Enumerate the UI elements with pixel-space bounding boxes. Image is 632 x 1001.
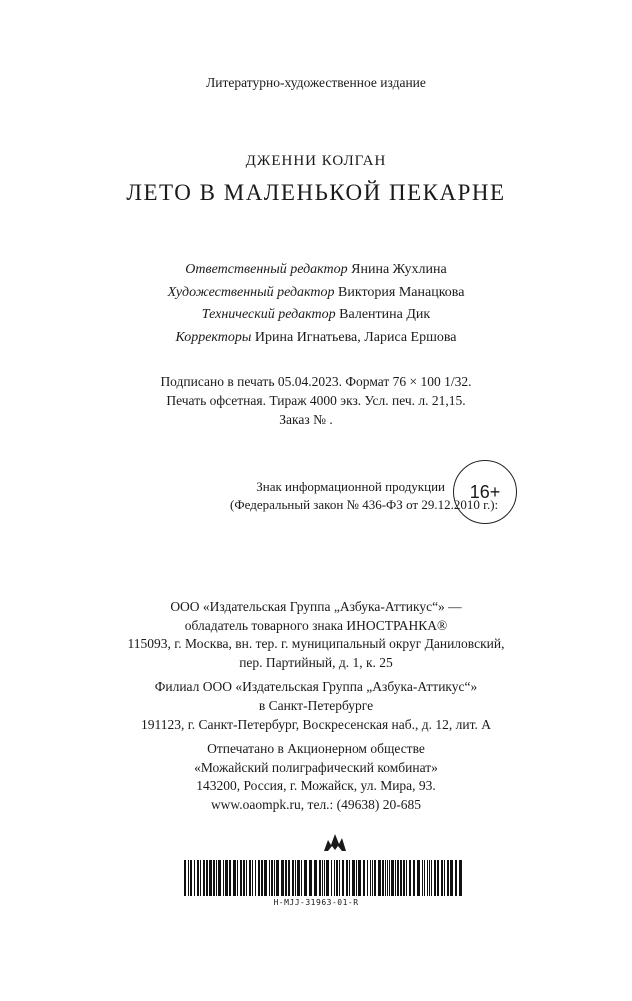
barcode-bar bbox=[258, 860, 260, 896]
barcode-bar bbox=[441, 860, 443, 896]
credit-line bbox=[0, 259, 632, 282]
barcode-bar bbox=[304, 860, 307, 896]
barcode-bar bbox=[197, 860, 199, 896]
barcode-bar bbox=[437, 860, 439, 896]
barcode-bar bbox=[209, 860, 212, 896]
barcode-bar bbox=[213, 860, 215, 896]
publisher-logo-icon bbox=[322, 831, 348, 853]
barcode-bar bbox=[271, 860, 273, 896]
barcode-bar bbox=[346, 860, 348, 896]
barcode-bar bbox=[237, 860, 238, 896]
barcode-bar bbox=[292, 860, 294, 896]
branch-line: в Санкт-Петербурге bbox=[258, 697, 374, 713]
credit-name: Ирина Игнатьева, Лариса Ершова bbox=[254, 329, 457, 345]
book-title: ЛЕТО В МАЛЕНЬКОЙ ПЕКАРНЕ bbox=[126, 180, 506, 205]
credit-line bbox=[0, 327, 632, 350]
barcode-bar bbox=[206, 860, 208, 896]
barcode-bar bbox=[417, 860, 420, 896]
barcode-bar bbox=[374, 860, 376, 896]
credit-role: Ответственный редактор bbox=[185, 262, 348, 277]
printer-line: «Можайский полиграфический комбинат» bbox=[194, 759, 438, 775]
print-info-line: Печать офсетная. Тираж 4000 экз. Усл. печ. л. 21,15. bbox=[166, 393, 466, 408]
barcode-bar bbox=[326, 860, 329, 896]
barcode-bar bbox=[342, 860, 344, 896]
barcode-bar bbox=[324, 860, 325, 896]
barcode-bar bbox=[352, 860, 355, 896]
credit-role: Корректоры bbox=[175, 329, 252, 345]
barcode-bar bbox=[233, 860, 236, 896]
info-mark-line: Знак информационной продукции bbox=[256, 479, 445, 494]
author-name: ДЖЕННИ КОЛГАН bbox=[245, 153, 387, 169]
barcode-bar bbox=[225, 860, 228, 896]
barcode-bar bbox=[459, 860, 462, 896]
barcode-bar bbox=[409, 860, 411, 896]
publisher-line: обладатель товарного знака ИНОСТРАНКА® bbox=[184, 617, 448, 633]
barcode-bar bbox=[218, 860, 221, 896]
barcode-bar bbox=[397, 860, 399, 896]
barcode-bar bbox=[285, 860, 287, 896]
barcode-bar bbox=[387, 860, 388, 896]
credit-line bbox=[0, 282, 632, 305]
barcode-bar bbox=[358, 860, 361, 896]
branch-line: Филиал ООО «Издательская Группа „Азбука-Аттикус“» bbox=[154, 679, 478, 695]
publisher-block bbox=[0, 598, 632, 815]
barcode-bar bbox=[276, 860, 279, 896]
barcode-bar bbox=[349, 860, 350, 896]
barcode-bar bbox=[200, 860, 201, 896]
barcode-bar bbox=[447, 860, 449, 896]
barcode-bar bbox=[243, 860, 245, 896]
barcode-bar bbox=[424, 860, 425, 896]
barcode-bar bbox=[455, 860, 457, 896]
branch-line: 191123, г. Санкт-Петербург, Воскресенская наб., д. 12, лит. А bbox=[141, 716, 491, 732]
barcode-bar bbox=[395, 860, 396, 896]
barcode-bar bbox=[391, 860, 394, 896]
age-rating-badge bbox=[453, 460, 517, 524]
barcode-bar bbox=[274, 860, 275, 896]
barcode-bar bbox=[403, 860, 405, 896]
barcode-bar bbox=[261, 860, 263, 896]
barcode-bar bbox=[427, 860, 428, 896]
order-number: Заказ № . bbox=[279, 412, 333, 427]
credit-name: Янина Жухлина bbox=[351, 262, 447, 277]
barcode-bar bbox=[370, 860, 371, 896]
print-info-line: Подписано в печать 05.04.2023. Формат 76 × 100 1/32. bbox=[160, 374, 472, 389]
credit-name: Виктория Манацкова bbox=[338, 284, 465, 300]
publisher-line: 115093, г. Москва, вн. тер. г. муниципальный округ Даниловский, bbox=[127, 636, 505, 652]
credit-role: Художественный редактор bbox=[167, 284, 335, 300]
barcode-bar bbox=[295, 860, 296, 896]
barcode-bar bbox=[378, 860, 381, 896]
printer-line: www.oaompk.ru, тел.: (49638) 20-685 bbox=[210, 796, 422, 812]
barcode-bar bbox=[264, 860, 267, 896]
credit-role: Технический редактор bbox=[201, 307, 336, 322]
barcode-bar bbox=[319, 860, 321, 896]
printer-line: Отпечатано в Акционерном обществе bbox=[207, 741, 425, 757]
barcode-bar bbox=[184, 860, 186, 896]
barcode-bar bbox=[194, 860, 195, 896]
barcode-bar bbox=[223, 860, 224, 896]
barcode bbox=[184, 860, 464, 896]
barcode-bar bbox=[301, 860, 302, 896]
barcode-bar bbox=[249, 860, 251, 896]
barcode-bar bbox=[322, 860, 323, 896]
barcode-bar bbox=[188, 860, 189, 896]
barcode-bar bbox=[367, 860, 368, 896]
barcode-bar bbox=[431, 860, 432, 896]
edition-type: Литературно-художественное издание bbox=[206, 75, 426, 90]
barcode-bar bbox=[339, 860, 340, 896]
barcode-bar bbox=[372, 860, 373, 896]
barcode-bar bbox=[246, 860, 247, 896]
printer-line: 143200, Россия, г. Можайск, ул. Мира, 93. bbox=[196, 778, 436, 794]
barcode-bar bbox=[413, 860, 415, 896]
barcode-bar bbox=[229, 860, 231, 896]
credit-name: Валентина Дик bbox=[339, 307, 431, 322]
barcode-bar bbox=[363, 860, 365, 896]
publisher-line: пер. Партийный, д. 1, к. 25 bbox=[239, 654, 393, 670]
barcode-bar bbox=[240, 860, 242, 896]
barcode-bar bbox=[255, 860, 256, 896]
barcode-bar bbox=[190, 860, 192, 896]
barcode-number: Н-МЈЈ-31963-01-R bbox=[273, 898, 359, 907]
barcode-bar bbox=[216, 860, 217, 896]
barcode-bar bbox=[385, 860, 386, 896]
barcode-bar bbox=[334, 860, 335, 896]
barcode-bar bbox=[429, 860, 430, 896]
barcode-bar bbox=[314, 860, 317, 896]
barcode-bar bbox=[281, 860, 284, 896]
barcode-bar bbox=[406, 860, 407, 896]
barcode-bar bbox=[382, 860, 384, 896]
credit-line bbox=[0, 304, 632, 327]
barcode-bar bbox=[336, 860, 338, 896]
info-mark-law: (Федеральный закон № 436-ФЗ от 29.12.2010 г.): bbox=[230, 497, 499, 512]
print-info bbox=[0, 372, 632, 429]
barcode-bar bbox=[297, 860, 300, 896]
barcode-bar bbox=[389, 860, 390, 896]
barcode-bar bbox=[422, 860, 423, 896]
barcode-bar bbox=[309, 860, 312, 896]
publisher-line: ООО «Издательская Группа „Азбука-Аттикус“» — bbox=[170, 599, 462, 614]
credits-block bbox=[0, 259, 632, 349]
barcode-bar bbox=[252, 860, 253, 896]
barcode-bar bbox=[450, 860, 453, 896]
barcode-bar bbox=[444, 860, 445, 896]
barcode-bar bbox=[434, 860, 436, 896]
barcode-bar bbox=[400, 860, 402, 896]
age-rating-label: 16+ bbox=[469, 481, 501, 502]
barcode-bar bbox=[269, 860, 270, 896]
barcode-bar bbox=[356, 860, 357, 896]
barcode-bar bbox=[288, 860, 290, 896]
barcode-bar bbox=[331, 860, 332, 896]
barcode-bar bbox=[203, 860, 205, 896]
